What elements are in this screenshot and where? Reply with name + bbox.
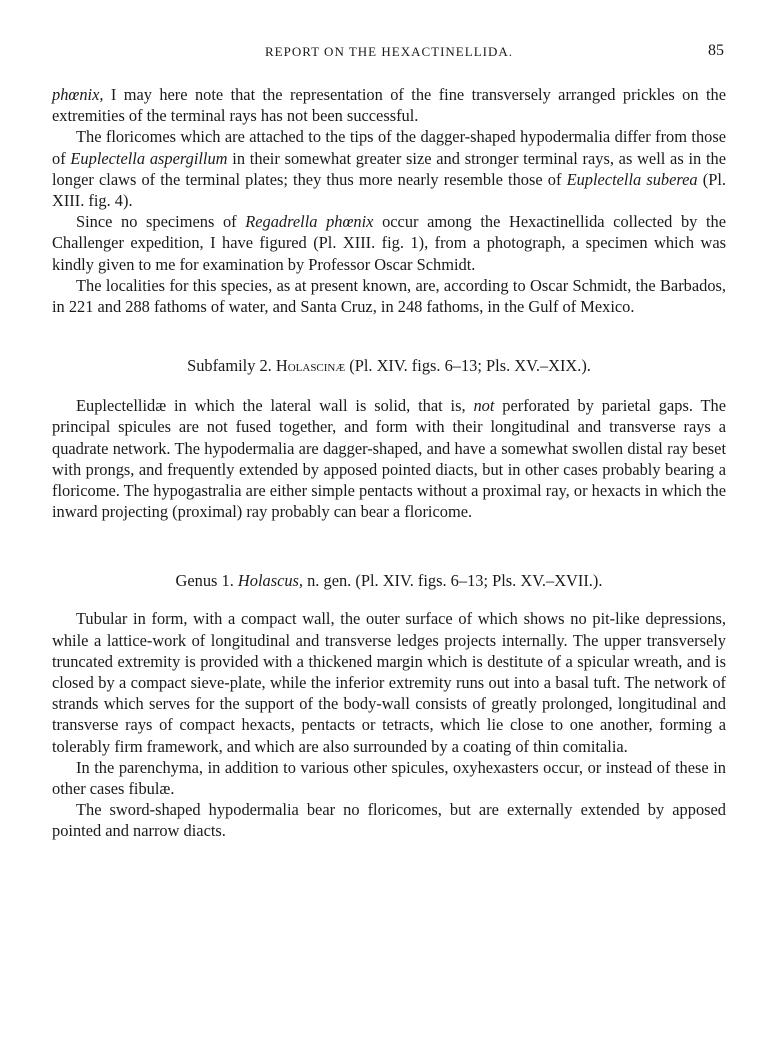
page bbox=[52, 42, 726, 842]
paragraph-2: The floricomes which are attached to the tips of the dagger-shaped hypodermalia differ from those of Euplectella aspergillum in their somewhat greater size and stronger terminal rays, as well as in the longer claws of the terminal plates; they thus more nearly resemble those of Euplectella suberea (Pl. XIII. fig. 4). bbox=[52, 127, 726, 211]
paragraph-5: Euplectellidæ in which the lateral wall is solid, that is, not perforated by parietal gaps. The principal spicules are not fused together, and form with their longitudinal and transverse rays a quadrate network. The hypodermalia are dagger-shaped, and have a somewhat swollen distal ray beset with prongs, and frequently extended by apposed pointed diacts, but in other cases probably bearing a floricome. The hypogastralia are either simple pentacts without a proximal ray, or hexacts in which the inward projecting (proximal) ray probably can bear a floricome. bbox=[52, 396, 726, 522]
paragraph-8: The sword-shaped hypodermalia bear no floricomes, but are externally extended by apposed pointed and narrow diacts. bbox=[52, 800, 726, 841]
page-number: 85 bbox=[708, 42, 724, 59]
species-name: Euplectella suberea bbox=[566, 169, 698, 189]
species-name: Euplectella aspergillum bbox=[70, 148, 228, 168]
paragraph-3: Since no specimens of Regadrella phœnix occur among the Hexactinellida collected by the Challenger expedition, I have figured (Pl. XIII. fig. 1), from a photograph, a specimen which was kindly given to me for examination by Professor Oscar Schmidt. bbox=[52, 212, 726, 274]
paragraph-1: phœnix, I may here note that the representation of the fine transversely arranged prickles on the extremities of the terminal rays has not been successful. bbox=[52, 85, 726, 126]
genus-heading: Genus 1. Holascus, n. gen. (Pl. XIV. figs. 6–13; Pls. XV.–XVII.). bbox=[175, 571, 603, 591]
section-regadrella bbox=[52, 84, 726, 317]
running-head bbox=[52, 42, 726, 66]
paragraph-6: Tubular in form, with a compact wall, the outer surface of which shows no pit-like depressions, while a lattice-work of longitudinal and transverse ledges projects internally. The upper transversely truncated extremity is provided with a thickened margin which is destitute of a spicular wreath, and is closed by a compact sieve-plate, while the inferior extremity runs out into a basal tuft. The network of strands which serves for the support of the body-wall consists of greatly prolonged, longitudinal and transverse rays of compact hexacts, pentacts or tetracts, which lie close to one another, forming a tolerably firm framework, and which are also surrounded by a coating of thin comitalia. bbox=[52, 609, 726, 756]
species-name: Regadrella phœnix bbox=[245, 212, 374, 232]
emphasis: not bbox=[473, 396, 495, 416]
paragraph-4: The localities for this species, as at present known, are, according to Oscar Schmidt, the Barbados, in 221 and 288 fathoms of water, and Santa Cruz, in 248 fathoms, in the Gulf of Mexico. bbox=[52, 275, 726, 317]
species-name: phœnix, bbox=[52, 85, 104, 104]
subfamily-heading: Subfamily 2. Holascinæ (Pl. XIV. figs. 6–13; Pls. XV.–XIX.). bbox=[187, 356, 591, 376]
running-title: REPORT ON THE HEXACTINELLIDA. bbox=[264, 44, 513, 59]
paragraph-7: In the parenchyma, in addition to various other spicules, oxyhexasters occur, or instead of these in other cases fibulæ. bbox=[52, 757, 726, 799]
